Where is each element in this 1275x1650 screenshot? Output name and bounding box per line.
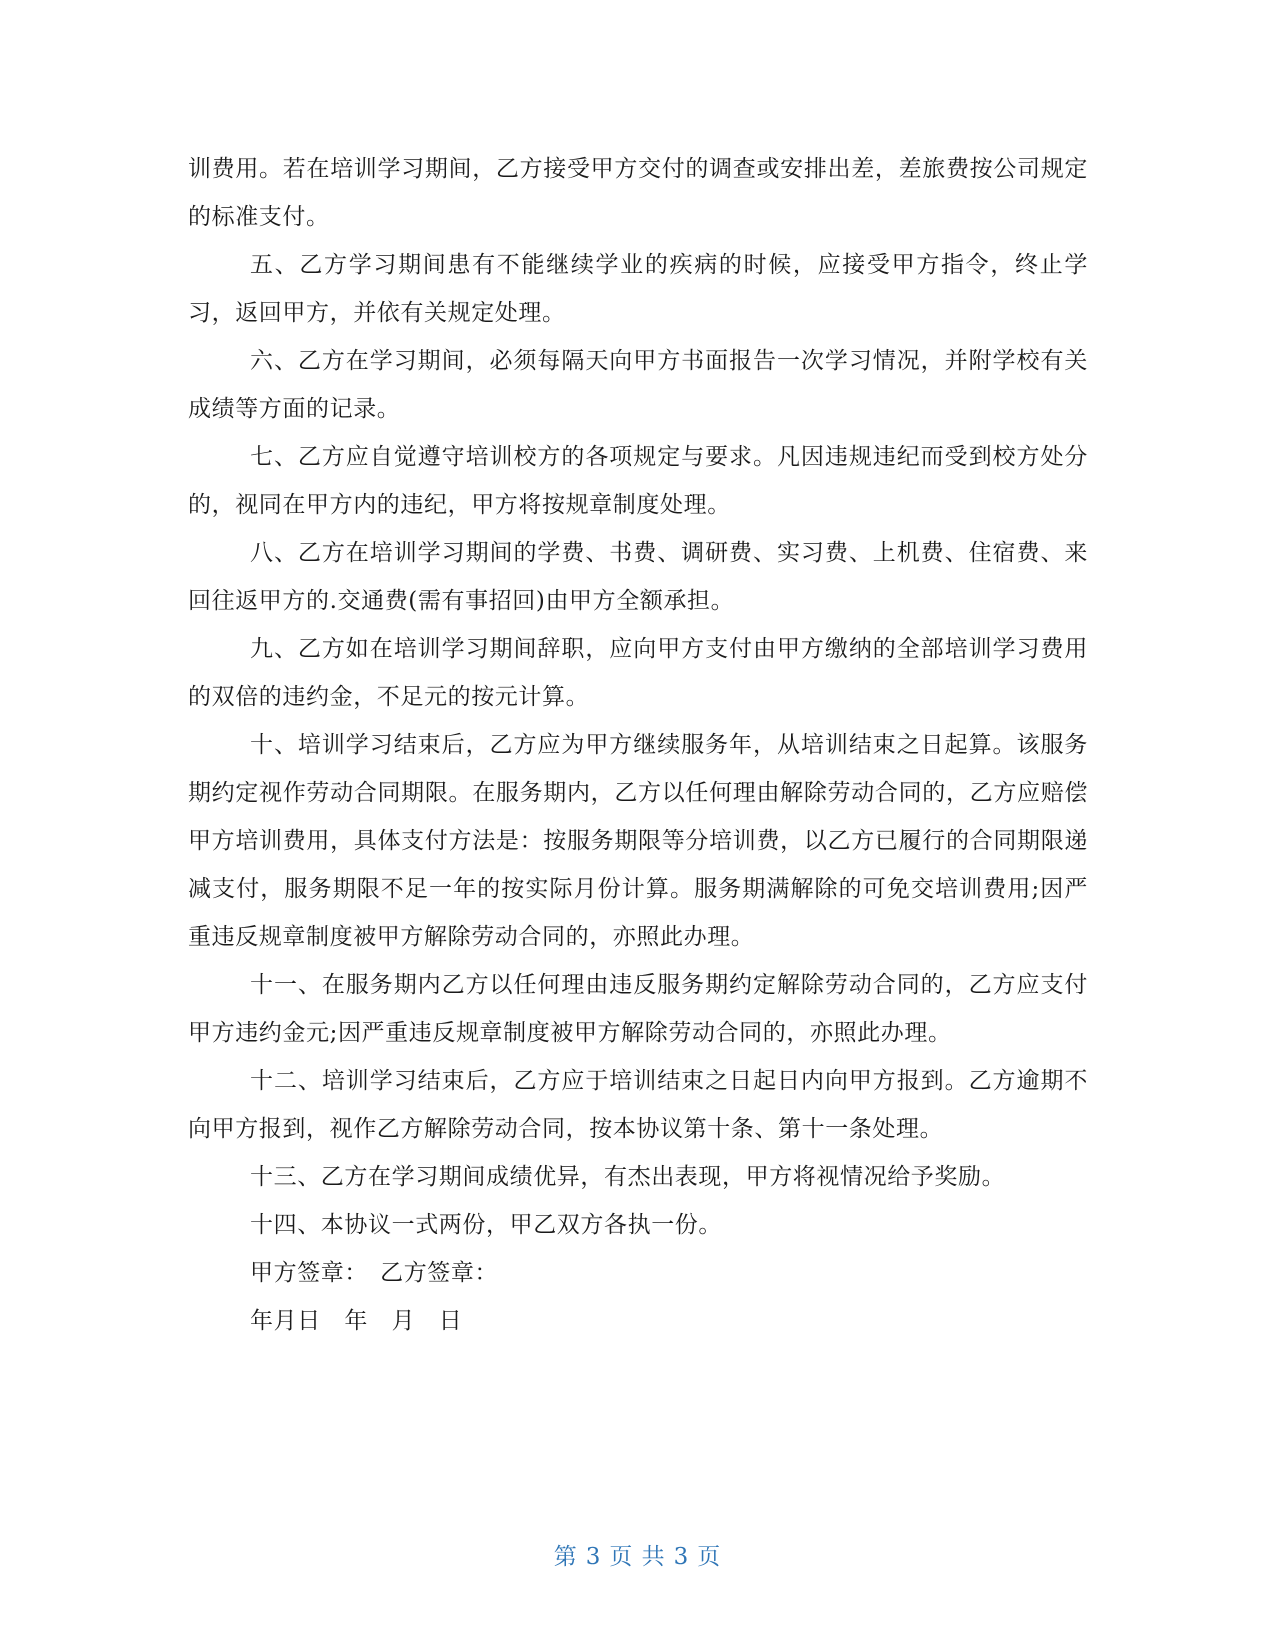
current-page-number: 3 (585, 1544, 602, 1570)
footer-prefix: 第 (553, 1544, 578, 1570)
paragraph: 十三、乙方在学习期间成绩优异，有杰出表现，甲方将视情况给予奖励。 (250, 1164, 1006, 1190)
footer-mid: 页 共 (609, 1544, 666, 1570)
page-footer (0, 1538, 1275, 1571)
paragraph: 五、乙方学习期间患有不能继续学业的疾病的时候，应接受甲方指令，终止学习，返回甲方，并依有关规定处理。 (188, 252, 1088, 326)
paragraph: 九、乙方如在培训学习期间辞职，应向甲方支付由甲方缴纳的全部培训学习费用的双倍的违约金，不足元的按元计算。 (188, 636, 1088, 710)
date-line: 年月日 年 月 日 (250, 1308, 463, 1334)
paragraph: 训费用。若在培训学习期间，乙方接受甲方交付的调查或安排出差，差旅费按公司规定的标准支付。 (188, 156, 1088, 230)
paragraph: 十二、培训学习结束后，乙方应于培训结束之日起日内向甲方报到。乙方逾期不向甲方报到，视作乙方解除劳动合同，按本协议第十条、第十一条处理。 (188, 1068, 1088, 1142)
document-body (188, 145, 1088, 1345)
paragraph: 十、培训学习结束后，乙方应为甲方继续服务年，从培训结束之日起算。该服务期约定视作劳动合同期限。在服务期内，乙方以任何理由解除劳动合同的，乙方应赔偿甲方培训费用，具体支付方法是：按服务期限等分培训费，以乙方已履行的合同期限递减支付，服务期限不足一年的按实际月份计算。服务期满解除的可免交培训费用;因严重违反规章制度被甲方解除劳动合同的，亦照此办理。 (188, 732, 1088, 950)
footer-suffix: 页 (697, 1544, 722, 1570)
paragraph: 六、乙方在学习期间，必须每隔天向甲方书面报告一次学习情况，并附学校有关成绩等方面的记录。 (188, 348, 1088, 422)
total-page-number: 3 (673, 1544, 690, 1570)
paragraph: 十一、在服务期内乙方以任何理由违反服务期约定解除劳动合同的，乙方应支付甲方违约金元;因严重违反规章制度被甲方解除劳动合同的，亦照此办理。 (188, 972, 1088, 1046)
paragraph: 十四、本协议一式两份，甲乙双方各执一份。 (250, 1212, 722, 1238)
paragraph: 七、乙方应自觉遵守培训校方的各项规定与要求。凡因违规违纪而受到校方处分的，视同在甲方内的违纪，甲方将按规章制度处理。 (188, 444, 1088, 518)
paragraph: 八、乙方在培训学习期间的学费、书费、调研费、实习费、上机费、住宿费、来回往返甲方的.交通费(需有事招回)由甲方全额承担。 (188, 540, 1088, 614)
signature-line: 甲方签章： 乙方签章： (250, 1260, 499, 1286)
